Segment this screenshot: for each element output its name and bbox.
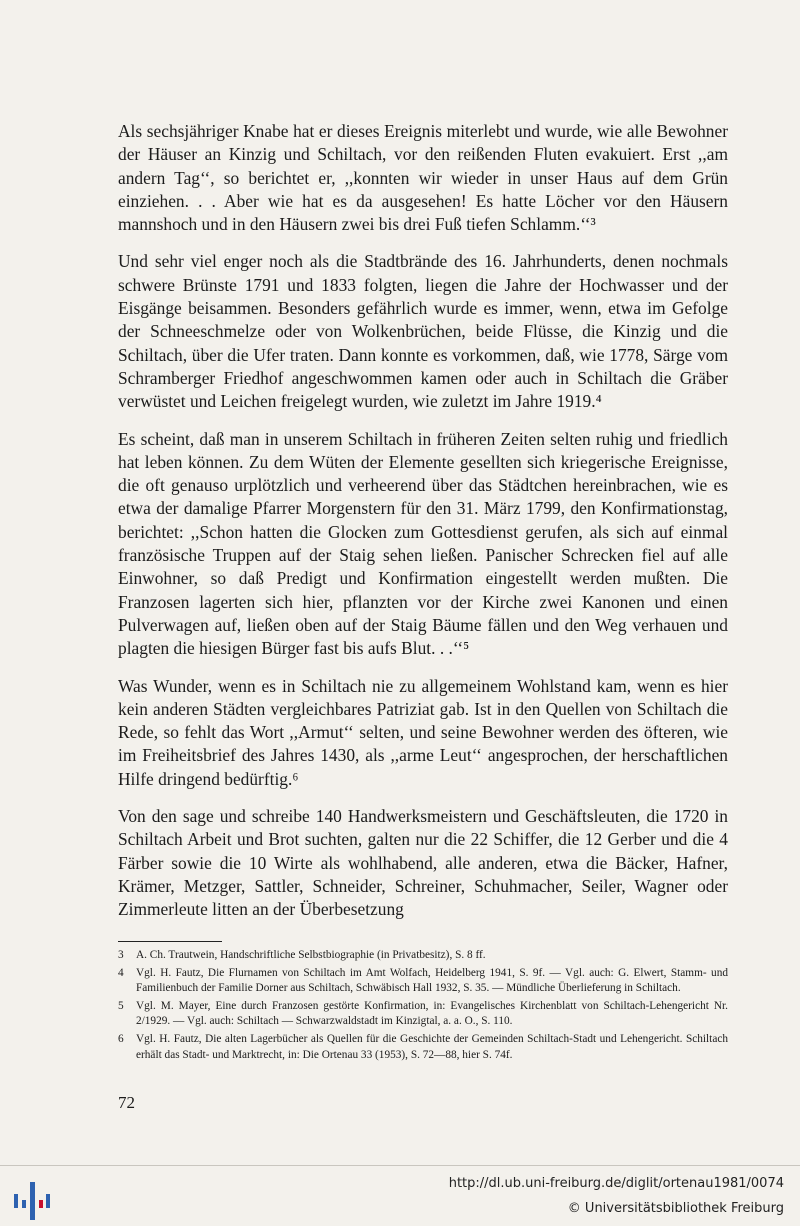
paragraph: Als sechsjähriger Knabe hat er dieses Ereignis miterlebt und wurde, wie alle Bewohner der Häuser an Kinzig und Schiltach, vor den reißenden Fluten evakuiert. Erst ,,am andern Tag‘‘, so berichtet er, ,,konnten wir wieder in unser Haus auf dem Grün einziehen. . . Aber wie hat es da ausgesehen! Es hatte Löcher vor den Häusern mannshoch und in den Häusern zwei bis drei Fuß tiefen Schlamm.‘‘³ [118, 121, 728, 235]
footnotes [118, 948, 728, 1065]
footnote [118, 966, 728, 997]
footnote-text: Vgl. H. Fautz, Die Flurnamen von Schiltach im Amt Wolfach, Heidelberg 1941, S. 9f. — Vgl. auch: G. Elwert, Stamm- und Familienbuch der Familie Dorner aus Schiltach, Schwäbisch Hall 1932, S. 35. — Mündliche Überlieferung in Schiltach. [136, 966, 728, 995]
body-text [118, 120, 728, 936]
footnote-text: Vgl. H. Fautz, Die alten Lagerbücher als Quellen für die Geschichte der Gemeinden Schiltach-Stadt und Lehengericht. Schiltach erhält das Stadt- und Marktrecht, in: Die Ortenau 33 (1953), S. 72—88, hier S. 74f. [136, 1032, 728, 1061]
footnote-number: 5 [118, 999, 124, 1012]
footnote-text: Vgl. M. Mayer, Eine durch Franzosen gestörte Konfirmation, in: Evangelisches Kirchenblatt von Schiltach-Lehengericht Nr. 2/1929. — Vgl. auch: Schiltach — Schwarzwaldstadt im Kinzigtal, a. a. O., S. 110. [136, 999, 728, 1028]
footnote [118, 948, 728, 964]
footnote-text: A. Ch. Trautwein, Handschriftliche Selbstbiographie (in Privatbesitz), S. 8 ff. [136, 949, 486, 961]
footnote [118, 999, 728, 1030]
footnote-number: 6 [118, 1032, 124, 1045]
paragraph: Es scheint, daß man in unserem Schiltach in früheren Zeiten selten ruhig und friedlich hat leben können. Zu dem Wüten der Elemente gesellten sich kriegerische Ereignisse, die oft genauso urplötzlich und verheerend über das Städtchen hereinbrachen, wie es etwa der damalige Pfarrer Morgenstern für den 31. März 1799, den Konfirmationstag, berichtet: ,,Schon hatten die Glocken zum Gottesdienst gerufen, als sich auf einmal französische Truppen auf der Staig sehen ließen. Panischer Schrecken fiel auf alle Einwohner, so daß Predigt und Konfirmation eingestellt werden mußten. Die Franzosen lagerten sich hier, pflanzten vor der Kirche zwei Kanonen und einen Pulverwagen auf, ließen oben auf der Staig Bäume fällen und den Weg verhauen und plagten die hiesigen Bürger fast bis aufs Blut. . .‘‘⁵ [118, 428, 728, 659]
paragraph: Was Wunder, wenn es in Schiltach nie zu allgemeinem Wohlstand kam, wenn es hier kein anderen Städten vergleichbares Patriziat gab. Ist in den Quellen von Schiltach die Rede, so fehlt das Wort ,,Armut‘‘ selten, und seine Bewohner werden des öfteren, wie im Freiheitsbrief des Jahres 1430, als ,,arme Leut‘‘ angesprochen, der herschaftlichen Hilfe dringend bedürftig.⁶ [118, 675, 728, 789]
footnote-number: 4 [118, 966, 124, 979]
footnote-separator [118, 941, 222, 942]
page-number: 72 [118, 1093, 135, 1112]
source-url-link[interactable]: http://dl.ub.uni-freiburg.de/diglit/ortenau1981/0074 [448, 1176, 784, 1191]
paragraph: Von den sage und schreibe 140 Handwerksmeistern und Geschäftsleuten, die 1720 in Schiltach Arbeit und Brot suchten, galten nur die 22 Schiffer, die 12 Gerber und die 4 Färber sowie die 10 Wirte als wohlhabend, alle anderen, etwa die Bäcker, Hafner, Krämer, Metzger, Sattler, Schneider, Schreiner, Schuhmacher, Seiler, Wagner oder Zimmerleute litten an der Überbesetzung [118, 806, 728, 920]
footnote [118, 1032, 728, 1063]
footnote-number: 3 [118, 949, 124, 961]
ub-freiburg-logo-icon [10, 1176, 52, 1222]
paragraph: Und sehr viel enger noch als die Stadtbrände des 16. Jahrhunderts, denen nochmals schwere Brünste 1791 und 1833 folgten, liegen die Jahre der Hochwasser und der Eisgänge beisammen. Besonders gefährlich wurde es immer, wenn, etwa im Gefolge der Schneeschmelze oder von Wolkenbrüchen, beide Flüsse, die Kinzig und die Schiltach, über die Ufer traten. Dann konnte es vorkommen, daß, wie 1778, Särge vom Schramberger Friedhof angeschwommen kamen oder auch in Schiltach die Gräber verwüstet und Leichen freigelegt wurden, wie zuletzt im Jahre 1919.⁴ [118, 251, 728, 412]
copyright-notice: © Universitätsbibliothek Freiburg [567, 1201, 784, 1216]
footer-divider [0, 1165, 800, 1166]
